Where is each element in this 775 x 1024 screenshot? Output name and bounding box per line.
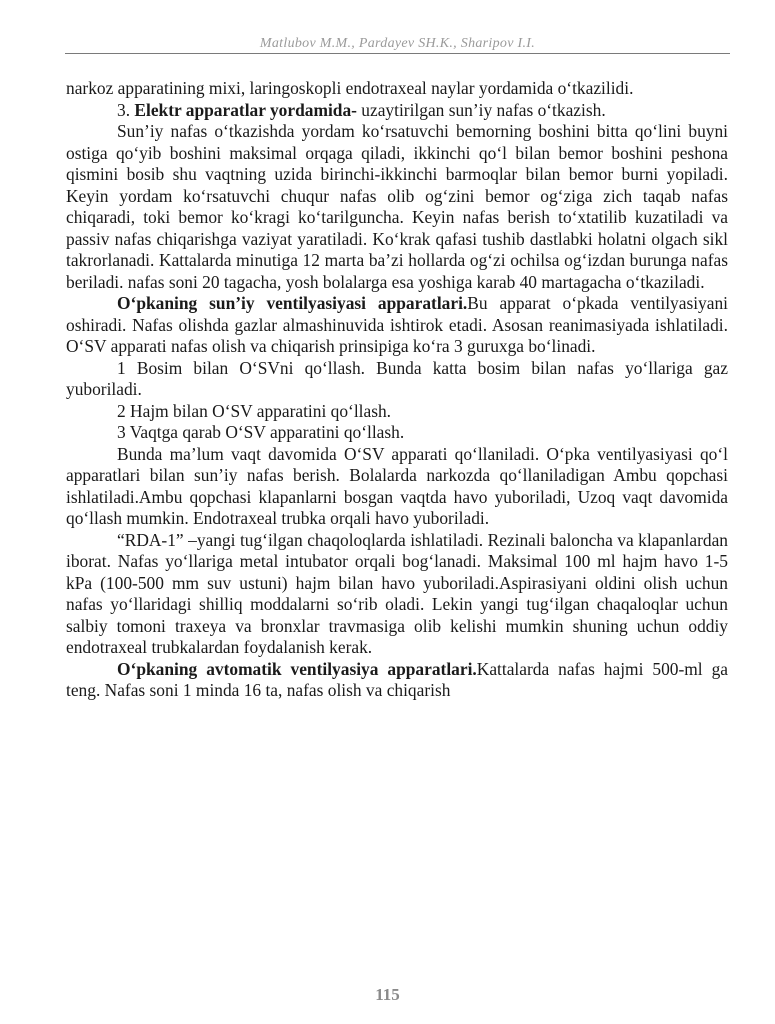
page-body	[66, 78, 728, 702]
list-item: 2 Hajm bilan O‘SV apparatini qo‘llash.	[117, 400, 392, 421]
paragraph-rda1: “RDA-1” –yangi tug‘ilgan chaqoloqlarda ishlatiladi. Rezinali baloncha va klapanlardan iborat. Nafas yo‘llariga metal intubator orqali bog‘lanadi. Maksimal 100 ml hajm havo 1-5 kPa (100-500 mm suv ustuni) hajm bilan havo yuboriladi.Aspirasiyani oldini olish uchun nafas yo‘llaridagi shilliq moddalarni so‘rib oladi. Lekin yangi tug‘ilgan chaqaloqlar uchun salbiy tomoni traxeya va bronxlar travmasiga olib kelishi mumkin shuning uchun oddiy endotraxeal trubkalardan foydalanish kerak.	[66, 529, 728, 657]
running-title: Matlubov M.M., Pardayev SH.K., Sharipov I.I.	[259, 36, 536, 51]
list-number: 3.	[117, 99, 131, 120]
paragraph-numbered-3: 3. Elektr apparatlar yordamida- uzaytirilgan sun’iy nafas o‘tkazish.	[117, 99, 606, 120]
list-item: 1 Bosim bilan O‘SVni qo‘llash. Bunda katta bosim bilan nafas yo‘llariga gaz yuboriladi.	[66, 357, 728, 399]
paragraph-ventilation-apparatus: O‘pkaning sun’iy ventilyasiyasi apparatlari.Bu apparat o‘pkada ventilyasiyani oshiradi. Nafas olishda gazlar almashinuvida ishtirok etadi. Asosan reanimasiyada ishlatiladi. O‘SV apparati nafas olish va chiqarish prinsipiga ko‘ra 3 guruxga bo‘linadi.	[66, 293, 728, 356]
paragraph-continued: narkoz apparatining mixi, laringoskopli endotraxeal naylar yordamida o‘tkazilidi.	[66, 78, 634, 98]
paragraph-manual-apparatus: Bunda ma’lum vaqt davomida O‘SV apparati qo‘llaniladi. O‘pka ventilyasiyasi qo‘l apparatlari bilan sun’iy nafas berish. Bolalarda narkozda qo‘llaniladigan Ambu qopchasi ishlatiladi.Ambu qopchasi klapanlarni bosgan vaqtda havo yuboriladi, Uzoq vaqt davomida qo‘llash mumkin. Endotraxeal trubka orqali havo yuboriladi.	[66, 443, 728, 528]
paragraph-automatic-ventilation: O‘pkaning avtomatik ventilyasiya apparatlari.Kattalarda nafas hajmi 500-ml ga teng. Nafas soni 1 minda 16 ta, nafas olish va chiqarish	[66, 658, 728, 700]
bold-term: Elektr apparatlar yordamida-	[134, 99, 357, 120]
section-heading: O‘pkaning avtomatik ventilyasiya apparatlari.	[117, 658, 477, 679]
section-heading: O‘pkaning sun’iy ventilyasiyasi apparatlari.	[117, 293, 468, 313]
page-number: 115	[375, 985, 400, 1004]
list-item: 3 Vaqtga qarab O‘SV apparatini qo‘llash.	[117, 422, 405, 442]
running-header	[65, 34, 730, 62]
header-rule	[65, 53, 730, 54]
paragraph-procedure: Sun’iy nafas o‘tkazishda yordam ko‘rsatuvchi bemorning boshini bitta qo‘lini buyni ostiga qo‘yib boshini maksimal orqaga qiladi, ikkinchi qo‘l bilan bemor boshini peshona qismini bosib shu vaqtning uzida birinchi-ikkinchi barmoqlar bilan bemor burni yopiladi. Keyin yordam ko‘rsatuvchi chuqur nafas olib og‘zini bemor og‘ziga zich taqab nafas chiqaradi, toki bemor ko‘kragi ko‘tarilguncha. Keyin nafas berish to‘xtatilib kuzatiladi va passiv nafas chiqarishga vaziyat yaratiladi. Ko‘krak qafasi tushib dastlabki holatni olgach sikl takrorlanadi. Kattalarda minutiga 12 marta ba’zi hollarda og‘zi ochilsa og‘izdan burunga nafas beriladi. nafas soni 20 tagacha, yosh bolalarga esa yoshiga karab 40 martagacha o‘tkaziladi.	[66, 121, 728, 292]
